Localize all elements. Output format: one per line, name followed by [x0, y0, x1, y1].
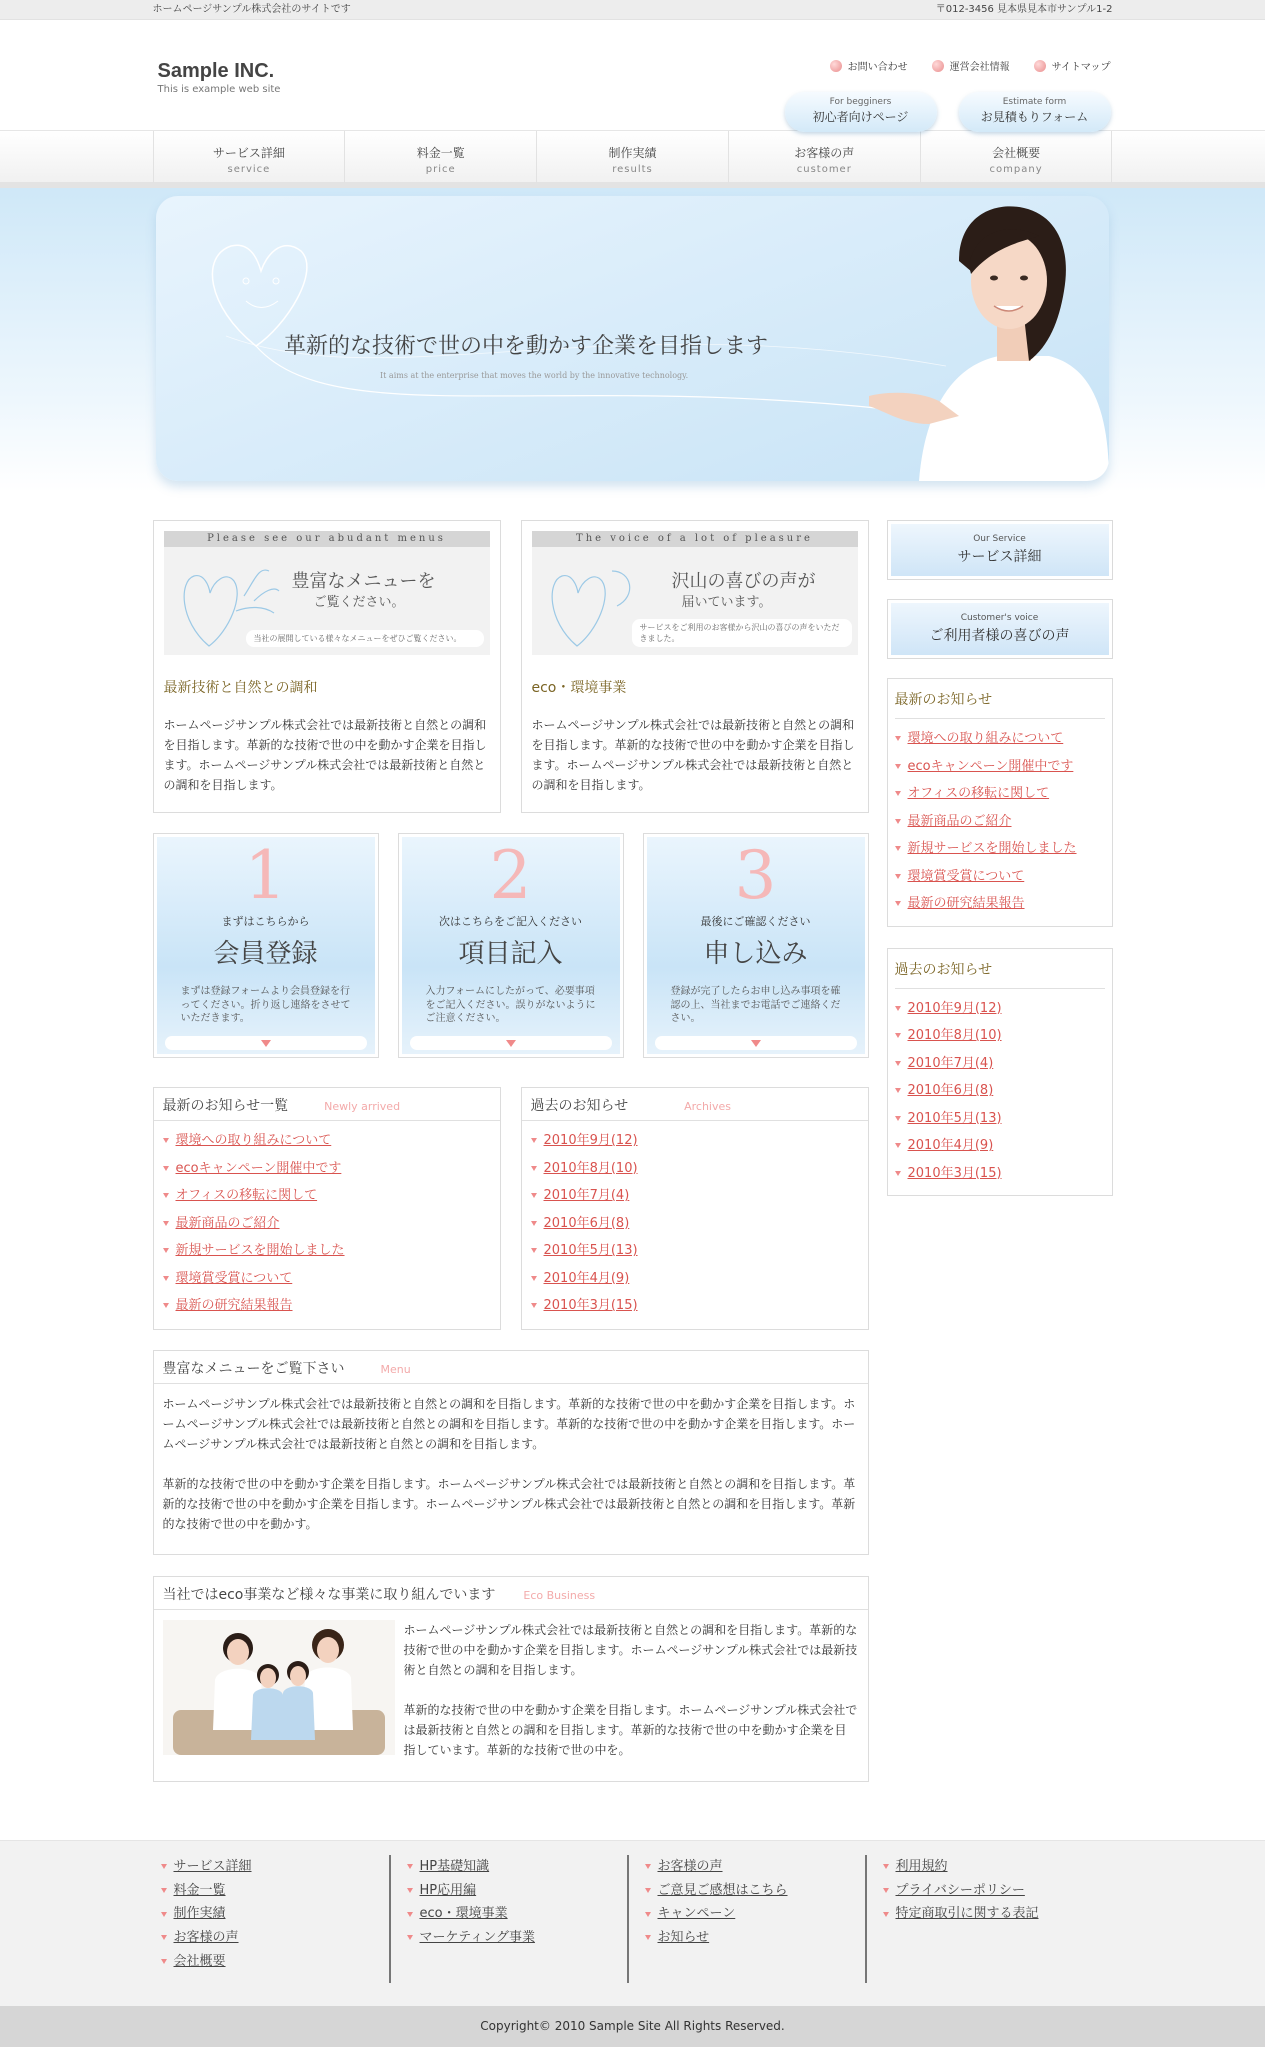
nav-item-customer[interactable]: お客様の声 customer [729, 131, 921, 183]
sidebar-archive-item: 2010年5月(13) [895, 1105, 1105, 1133]
site-description: ホームページサンプル株式会社のサイトです [152, 4, 351, 15]
news-title: 最新のお知らせ一覧 [162, 1098, 289, 1114]
footer-link: プライバシーポリシー [883, 1879, 1105, 1903]
steps [153, 833, 869, 1058]
card-heading: eco・環境事業 [531, 680, 627, 696]
news-lists [153, 1087, 869, 1330]
arrow-down-icon [506, 1040, 516, 1047]
left-column [153, 520, 869, 1782]
nav-item-company[interactable]: 会社概要 company [921, 131, 1113, 183]
eco-paragraph: 革新的な技術で世の中を動かす企業を目指します。ホームページサンプル株式会社では最新技術と自然との調和を目指します。革新的な技術で世の中を動かす企業を目指しています。革新的な技術で世の中を。 [403, 1703, 858, 1757]
bullet-icon [883, 1888, 889, 1893]
archive-title: 過去のお知らせ [530, 1098, 629, 1114]
utility-links [830, 58, 1111, 73]
footer-link: HP応用編 [407, 1879, 627, 1903]
hero-section [0, 188, 1265, 492]
bullet-icon [163, 1221, 169, 1226]
news-item: 新規サービスを開始しました [163, 1237, 491, 1265]
hero-subtitle: It aims at the enterprise that moves the world by the innovative technology. [380, 371, 689, 380]
news-item: 環境への取り組みについて [163, 1127, 491, 1155]
bullet-icon [161, 1888, 167, 1893]
news-item: ecoキャンペーン開催中です [163, 1155, 491, 1183]
eco-title: 当社ではeco事業など様々な事業に取り組んでいます [162, 1587, 496, 1603]
archive-item: 2010年3月(15) [531, 1292, 859, 1320]
bullet-icon [531, 1193, 537, 1198]
bullet-icon [895, 736, 901, 741]
menu-paragraph: ホームページサンプル株式会社では最新技術と自然との調和を目指します。革新的な技術で世の中を動かす企業を目指します。ホームページサンプル株式会社では最新技術と自然との調和を目指します。革新的な技術で世の中を動かす企業を目指します。ホームページサンプル株式会社では最新技術と自然との調和を目指します。 [162, 1397, 856, 1451]
card-banner[interactable]: Please see our abudant menus 豊富なメニューを ご覧ください。 当社の展開している様々なメニューをぜひご覧ください。 [164, 531, 490, 655]
bullet-icon [830, 60, 842, 72]
bullet-icon [163, 1276, 169, 1281]
bullet-icon [161, 1912, 167, 1917]
bullet-icon [407, 1912, 413, 1917]
sidebar-news-item: 最新の研究結果報告 [895, 890, 1105, 918]
bullet-icon [531, 1166, 537, 1171]
arrow-down-icon [751, 1040, 761, 1047]
footer [0, 1840, 1265, 2006]
eco-section: 当社ではeco事業など様々な事業に取り組んでいます Eco Business ホームページサンプル株式会社では最新技術と自然との調和を目指します。革新的な技術で世の中を動かす企業を目指します。ホームページサンプル株式会社では最新技術と自然との調和を目指します。 革新的な技術で世の中を動かす企業を目指します。ホームページサンプル株式会社では最新技術と自然との調和を目指します。革新的な技術で世の中を動かす企業を目指しています。革新的な技術で世の中を。 [153, 1576, 869, 1782]
footer-link: お客様の声 [161, 1926, 389, 1950]
footer-link: 制作実績 [161, 1902, 389, 1926]
sidebar [887, 520, 1113, 1782]
global-nav [0, 130, 1265, 188]
main-content [153, 520, 1113, 1782]
copyright: Copyright© 2010 Sample Site All Rights Reserved. [0, 2006, 1265, 2047]
bullet-icon [645, 1912, 651, 1917]
footer-link: キャンペーン [645, 1902, 865, 1926]
bullet-icon [895, 1088, 901, 1093]
card-banner[interactable]: The voice of a lot of pleasure 沢山の喜びの声が 届いています。 サービスをご利用のお客様から沢山の喜びの声をいただきました。 [532, 531, 858, 655]
sidebar-archive-item: 2010年4月(9) [895, 1132, 1105, 1160]
footer-link: マーケティング事業 [407, 1926, 627, 1950]
archive-item: 2010年8月(10) [531, 1155, 859, 1183]
footer-link: 利用規約 [883, 1855, 1105, 1879]
footer-column [867, 1855, 1105, 1983]
util-link-sitemap[interactable]: サイトマップ [1034, 58, 1111, 73]
bullet-icon [407, 1888, 413, 1893]
beginners-button[interactable]: For begginers 初心者向けページ [785, 92, 937, 132]
family-photo [163, 1620, 395, 1755]
sidebar-service-button[interactable]: Our Service サービス詳細 [887, 520, 1113, 580]
bullet-icon [407, 1935, 413, 1940]
woman-photo [809, 196, 1109, 481]
menu-title: 豊富なメニューをご覧下さい [162, 1361, 345, 1377]
archive-item: 2010年6月(8) [531, 1210, 859, 1238]
menu-section: 豊富なメニューをご覧下さい Menu ホームページサンプル株式会社では最新技術と自然との調和を目指します。革新的な技術で世の中を動かす企業を目指します。ホームページサンプル株式会社では最新技術と自然との調和を目指します。革新的な技術で世の中を動かす企業を目指します。ホームページサンプル株式会社では最新技術と自然との調和を目指します。 革新的な技術で世の中を動かす企業を目指します。ホームページサンプル株式会社では最新技術と自然との調和を目指します。革新的な技術で世の中を動かす企業を目指します。ホームページサンプル株式会社では最新技術と自然との調和を目指します。革新的な技術で世の中を動かす。 [153, 1350, 869, 1555]
estimate-form-button[interactable]: Estimate form お見積もりフォーム [959, 92, 1111, 132]
bullet-icon [895, 1061, 901, 1066]
news-item: 環境賞受賞について [163, 1265, 491, 1293]
archive-item: 2010年4月(9) [531, 1265, 859, 1293]
sidebar-news-item: 最新商品のご紹介 [895, 808, 1105, 836]
header [153, 20, 1113, 130]
archive-item: 2010年9月(12) [531, 1127, 859, 1155]
footer-link: ご意見ご感想はこちら [645, 1879, 865, 1903]
bullet-icon [645, 1864, 651, 1869]
sidebar-news-item: オフィスの移転に関して [895, 780, 1105, 808]
sidebar-news [887, 678, 1113, 927]
bullet-icon [531, 1248, 537, 1253]
footer-column [153, 1855, 391, 1983]
bullet-icon [895, 764, 901, 769]
feature-card-menu [153, 520, 501, 813]
bullet-icon [895, 846, 901, 851]
address: 〒012-3456 見本県見本市サンプル1-2 [935, 4, 1113, 15]
bullet-icon [531, 1303, 537, 1308]
card-text: ホームページサンプル株式会社では最新技術と自然との調和を目指します。革新的な技術で世の中を動かす企業を目指します。ホームページサンプル株式会社では最新技術と自然との調和を目指します。 [531, 718, 855, 792]
footer-column [391, 1855, 629, 1983]
step-2[interactable]: 2 次はこちらをご記入ください 項目記入 入力フォームにしたがって、必要事項をご記入ください。誤りがないようにご注意ください。 [398, 833, 624, 1058]
logo[interactable] [158, 60, 281, 95]
bullet-icon [161, 1959, 167, 1964]
bullet-icon [883, 1864, 889, 1869]
footer-link: 特定商取引に関する表記 [883, 1902, 1105, 1926]
bullet-icon [163, 1138, 169, 1143]
sidebar-news-title: 最新のお知らせ [895, 687, 1105, 719]
step-3[interactable]: 3 最後にご確認ください 申し込み 登録が完了したらお申し込み事項を確認の上、当社までお電話でご連絡ください。 [643, 833, 869, 1058]
bullet-icon [163, 1248, 169, 1253]
bullet-icon [895, 1033, 901, 1038]
bullet-icon [531, 1221, 537, 1226]
sidebar-archive-title: 過去のお知らせ [895, 957, 1105, 989]
footer-link: お客様の声 [645, 1855, 865, 1879]
menu-paragraph: 革新的な技術で世の中を動かす企業を目指します。ホームページサンプル株式会社では最新技術と自然との調和を目指します。革新的な技術で世の中を動かす企業を目指します。ホームページサンプル株式会社では最新技術と自然との調和を目指します。革新的な技術で世の中を動かす。 [162, 1477, 856, 1531]
archive-item: 2010年5月(13) [531, 1237, 859, 1265]
header-buttons [785, 92, 1111, 132]
sidebar-news-item: 環境賞受賞について [895, 863, 1105, 891]
bullet-icon [645, 1935, 651, 1940]
news-item: 最新商品のご紹介 [163, 1210, 491, 1238]
bullet-icon [895, 1143, 901, 1148]
bullet-icon [895, 791, 901, 796]
bullet-icon [895, 1116, 901, 1121]
sidebar-archives [887, 948, 1113, 1197]
sidebar-archive-item: 2010年7月(4) [895, 1050, 1105, 1078]
footer-link: サービス詳細 [161, 1855, 389, 1879]
footer-link: お知らせ [645, 1926, 865, 1950]
sidebar-news-item: 環境への取り組みについて [895, 725, 1105, 753]
footer-link: 料金一覧 [161, 1879, 389, 1903]
archive-box: 過去のお知らせ Archives 2010年9月(12) 2010年8月(10) 2010年7月(4) 2010年6月(8) 2010年5月(13) 2010年4月(9) 2010年3月(15) [521, 1087, 869, 1330]
eco-paragraph: ホームページサンプル株式会社では最新技術と自然との調和を目指します。革新的な技術で世の中を動かす企業を目指します。ホームページサンプル株式会社では最新技術と自然との調和を目指します。 [403, 1623, 858, 1677]
footer-link: 会社概要 [161, 1950, 389, 1974]
bullet-icon [895, 819, 901, 824]
footer-link: eco・環境事業 [407, 1902, 627, 1926]
bullet-icon [895, 1171, 901, 1176]
nav-item-service[interactable]: サービス詳細 service [154, 131, 346, 183]
card-heading: 最新技術と自然との調和 [163, 680, 318, 696]
sidebar-news-item: 新規サービスを開始しました [895, 835, 1105, 863]
sidebar-archive-item: 2010年9月(12) [895, 995, 1105, 1023]
top-bar [0, 0, 1265, 20]
sidebar-archive-item: 2010年8月(10) [895, 1022, 1105, 1050]
bullet-icon [163, 1166, 169, 1171]
sidebar-voice-button[interactable]: Customer's voice ご利用者様の喜びの声 [887, 599, 1113, 659]
logo-name: Sample INC. [157, 60, 275, 82]
nav-item-results[interactable]: 制作実績 results [537, 131, 729, 183]
bullet-icon [531, 1138, 537, 1143]
util-link-company[interactable]: 運営会社情報 [932, 58, 1010, 73]
bullet-icon [163, 1193, 169, 1198]
news-item: 最新の研究結果報告 [163, 1292, 491, 1320]
hero-banner [156, 196, 1109, 481]
bullet-icon [932, 60, 944, 72]
footer-column [629, 1855, 867, 1983]
sidebar-archive-item: 2010年6月(8) [895, 1077, 1105, 1105]
feature-cards [153, 520, 869, 813]
bullet-icon [883, 1912, 889, 1917]
footer-link: HP基礎知識 [407, 1855, 627, 1879]
bullet-icon [161, 1935, 167, 1940]
arrow-down-icon [261, 1040, 271, 1047]
bullet-icon [895, 1006, 901, 1011]
bullet-icon [895, 874, 901, 879]
bullet-icon [645, 1888, 651, 1893]
nav-item-price[interactable]: 料金一覧 price [345, 131, 537, 183]
sidebar-archive-item: 2010年3月(15) [895, 1160, 1105, 1188]
bullet-icon [1034, 60, 1046, 72]
news-box: 最新のお知らせ一覧 Newly arrived 環境への取り組みについて ecoキャンペーン開催中です オフィスの移転に関して 最新商品のご紹介 新規サービスを開始しました 環境賞受賞について 最新の研究結果報告 [153, 1087, 501, 1330]
logo-tagline: This is example web site [157, 84, 281, 95]
bullet-icon [161, 1864, 167, 1869]
archive-item: 2010年7月(4) [531, 1182, 859, 1210]
bullet-icon [895, 901, 901, 906]
hero-title: 革新的な技術で世の中を動かす企業を目指します [284, 334, 769, 359]
bullet-icon [163, 1303, 169, 1308]
step-1[interactable]: 1 まずはこちらから 会員登録 まずは登録フォームより会員登録を行ってください。折り返し連絡をさせていただきます。 [153, 833, 379, 1058]
card-text: ホームページサンプル株式会社では最新技術と自然との調和を目指します。革新的な技術で世の中を動かす企業を目指します。ホームページサンプル株式会社では最新技術と自然との調和を目指します。 [163, 718, 487, 792]
bullet-icon [531, 1276, 537, 1281]
feature-card-voice [521, 520, 869, 813]
news-item: オフィスの移転に関して [163, 1182, 491, 1210]
util-link-contact[interactable]: お問い合わせ [830, 58, 908, 73]
bullet-icon [407, 1864, 413, 1869]
sidebar-news-item: ecoキャンペーン開催中です [895, 753, 1105, 781]
